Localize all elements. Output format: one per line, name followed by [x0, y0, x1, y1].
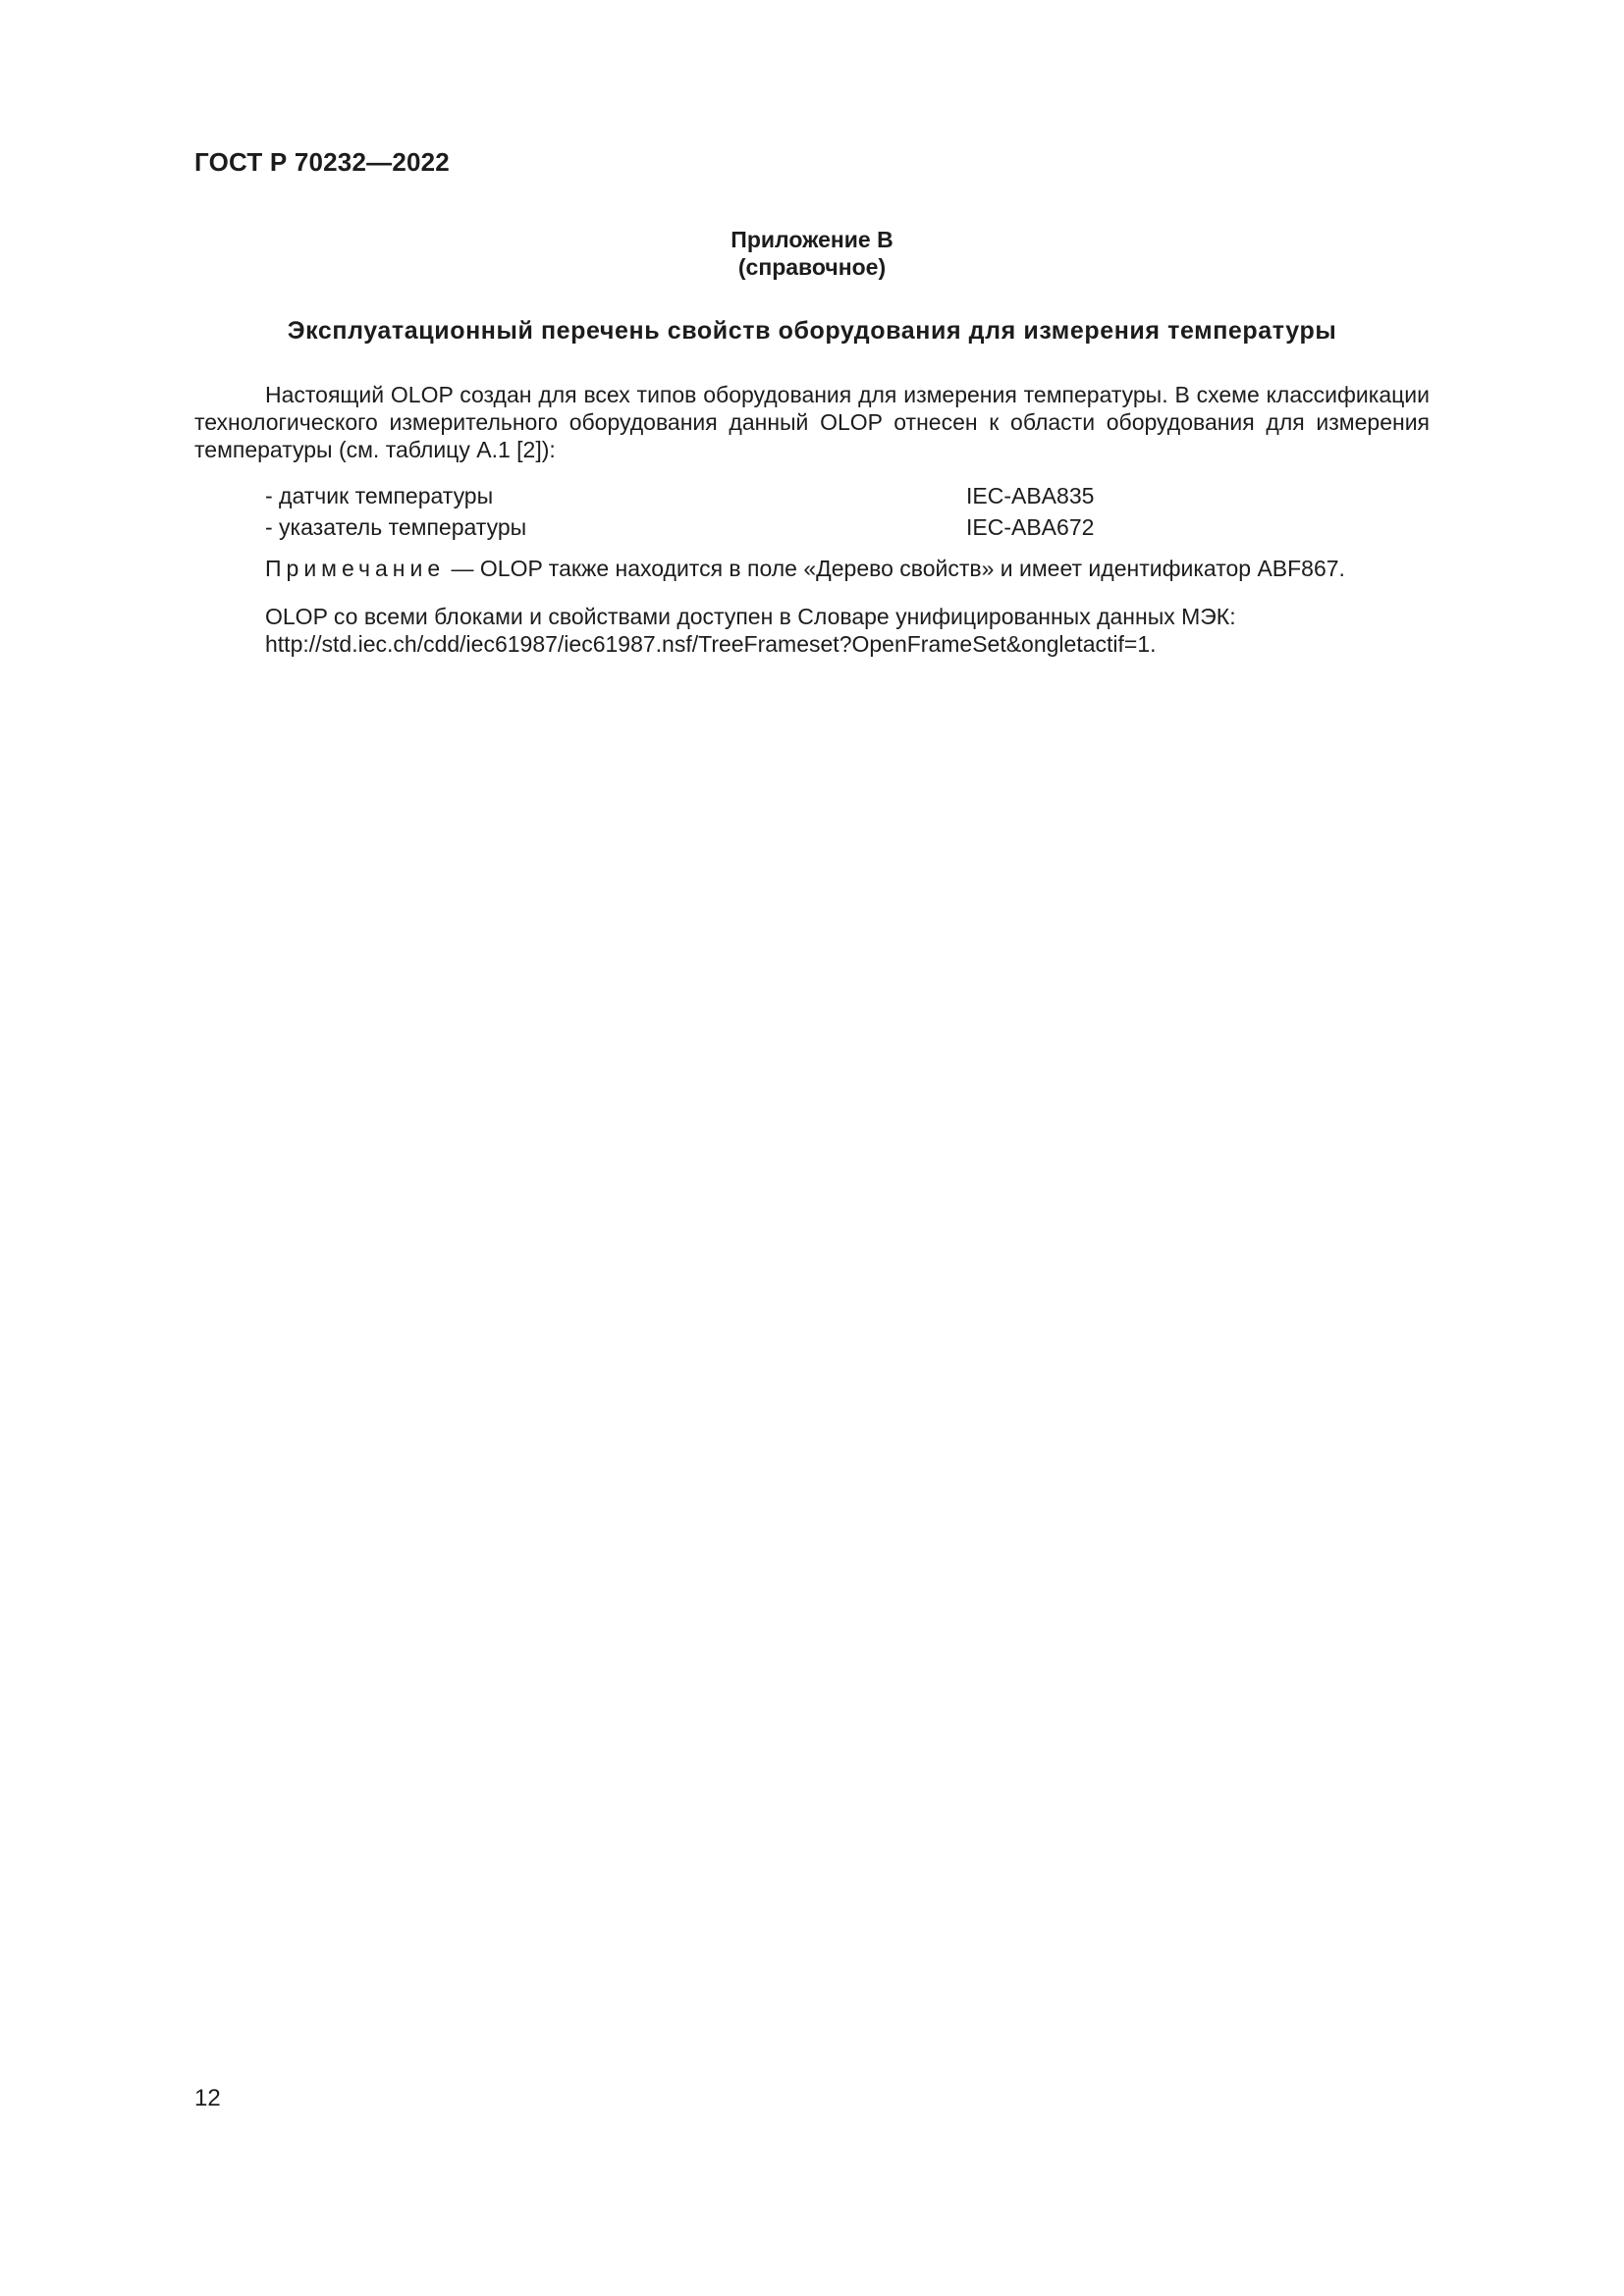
note-paragraph — [265, 555, 1345, 582]
section-title: Эксплуатационный перечень свойств оборудования для измерения температуры — [287, 317, 1337, 345]
note-label: Примечание — [265, 556, 446, 581]
cdd-paragraph — [265, 603, 1430, 658]
document-code: ГОСТ Р 70232—2022 — [194, 147, 450, 177]
note-text: — OLOP также находится в поле «Дерево свойств» и имеет идентификатор ABF867. — [445, 556, 1345, 581]
equipment-list — [265, 480, 1430, 543]
list-item — [265, 511, 1430, 543]
cdd-text: OLOP со всеми блоками и свойствами доступен в Словаре унифицированных данных МЭК: — [265, 604, 1236, 629]
appendix-subtitle: (справочное) — [737, 254, 887, 280]
intro-paragraph: Настоящий OLOP создан для всех типов оборудования для измерения температуры. В схеме классификации технологического измерительного оборудования данный OLOP отнесен к области оборудования для измерения температуры (см. таблицу А.1 [2]): — [194, 382, 1430, 462]
cdd-url: http://std.iec.ch/cdd/iec61987/iec61987.nsf/TreeFrameset?OpenFrameSet&ongletactif=1. — [265, 631, 1157, 657]
list-item-code: IEC-ABA672 — [966, 514, 1095, 540]
list-item-code: IEC-ABA835 — [966, 483, 1095, 508]
page-number: 12 — [194, 2085, 221, 2111]
list-item-term: - указатель температуры — [265, 514, 527, 540]
list-item-term: - датчик температуры — [265, 483, 494, 508]
appendix-title: Приложение В — [731, 227, 893, 252]
list-item — [265, 480, 1430, 511]
